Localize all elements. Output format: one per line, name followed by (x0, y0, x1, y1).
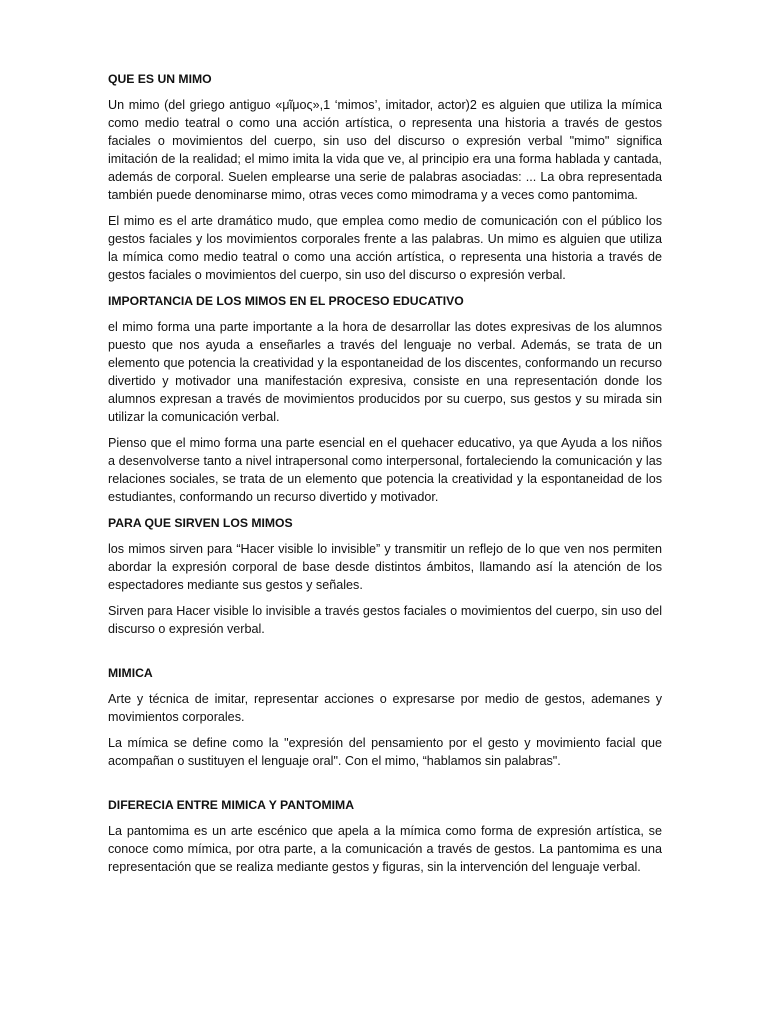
paragraph: Sirven para Hacer visible lo invisible a través gestos faciales o movimientos del cuerpo, sin uso del discurso o expresión verbal. (108, 604, 662, 636)
paragraph: La pantomima es un arte escénico que apela a la mímica como forma de expresión artística, se conoce como mímica, por otra parte, a la comunicación a través de gestos. La pantomima es una representación que se realiza mediante gestos y figuras, sin la intervención del lenguaje verbal. (108, 824, 662, 874)
section-heading-para-que-sirven: PARA QUE SIRVEN LOS MIMOS (108, 516, 293, 530)
paragraph: Un mimo (del griego antiguo «μῖμος»,1 ‘mimos’, imitador, actor)2 es alguien que utiliza la mímica como medio teatral o como una acción artística, o representa una historia a través de gestos faciales o movimientos del cuerpo, sin uso del discurso o expresión verbal "mimo" significa imitación de la realidad; el mimo imita la vida que ve, al principio era una forma hablada y cantada, además de corporal. Suelen emplearse una serie de palabras asociadas: ... La obra representada también puede denominarse mimo, otras veces como mimodrama y a veces como pantomima. (108, 98, 662, 202)
paragraph: el mimo forma una parte importante a la hora de desarrollar las dotes expresivas de los alumnos puesto que nos ayuda a enseñarles a través del lenguaje no verbal. Además, se trata de un elemento que potencia la creatividad y la espontaneidad de los discentes, conformando un recurso divertido y motivador una manifestación expresiva, consiste en una representación donde los alumnos expresan a través de movimientos producidos por su cuerpo, sus gestos y su mirada sin utilizar la comunicación verbal. (108, 320, 662, 424)
paragraph: los mimos sirven para “Hacer visible lo invisible” y transmitir un reflejo de lo que ven nos permiten abordar la expresión corporal de base desde distintos ámbitos, llamando así la atención de los espectadores mediante sus gestos y señales. (108, 542, 662, 592)
section-heading-que-es-un-mimo: QUE ES UN MIMO (108, 72, 212, 86)
paragraph: Pienso que el mimo forma una parte esencial en el quehacer educativo, ya que Ayuda a los niños a desenvolverse tanto a nivel intrapersonal como interpersonal, fortaleciendo la comunicación y las relaciones sociales, se trata de un elemento que potencia la creatividad y la espontaneidad de los estudiantes, conformando un recurso divertido y motivador. (108, 436, 662, 504)
paragraph: La mímica se define como la "expresión del pensamiento por el gesto y movimiento facial que acompañan o sustituyen el lenguaje oral". Con el mimo, “hablamos sin palabras". (108, 736, 662, 768)
paragraph: Arte y técnica de imitar, representar acciones o expresarse por medio de gestos, ademanes y movimientos corporales. (108, 692, 662, 724)
section-heading-importancia: IMPORTANCIA DE LOS MIMOS EN EL PROCESO EDUCATIVO (108, 294, 464, 308)
section-heading-diferencia: DIFERECIA ENTRE MIMICA Y PANTOMIMA (108, 798, 355, 812)
section-heading-mimica: MIMICA (108, 666, 153, 680)
paragraph: El mimo es el arte dramático mudo, que emplea como medio de comunicación con el público los gestos faciales y los movimientos corporales frente a las palabras. Un mimo es alguien que utiliza la mímica como medio teatral o como una acción artística, o representa una historia a través de gestos faciales o movimientos del cuerpo, sin uso del discurso o expresión verbal. (108, 214, 662, 282)
document-body (108, 70, 662, 876)
